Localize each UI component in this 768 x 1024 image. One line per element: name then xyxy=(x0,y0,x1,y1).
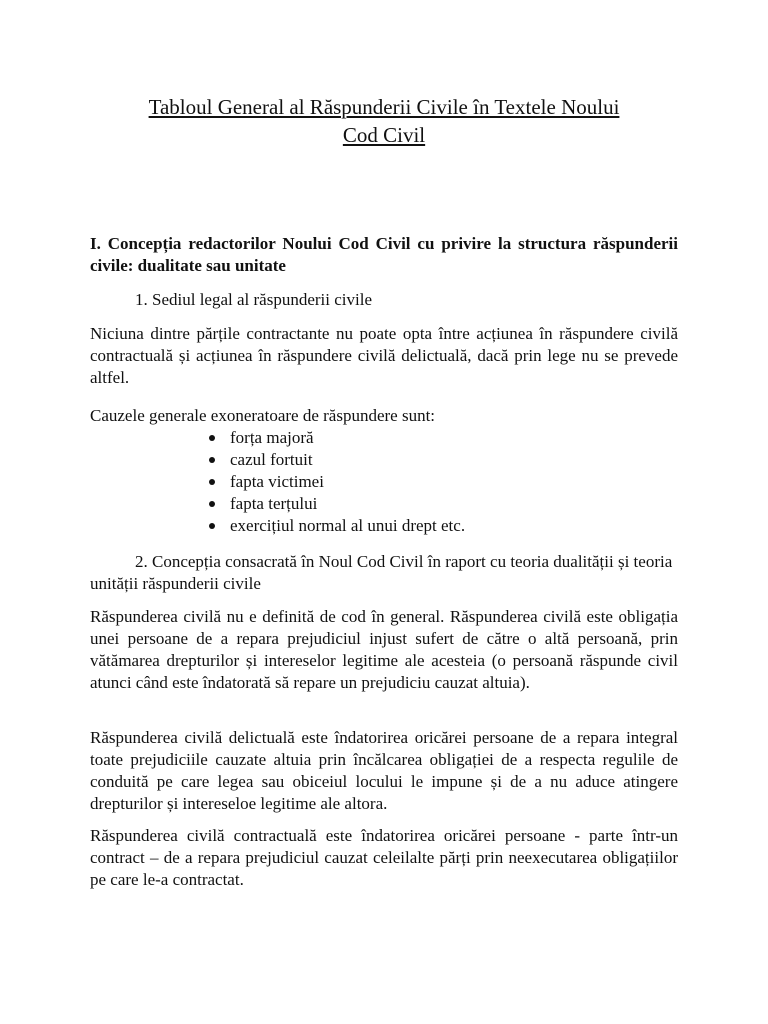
list-item xyxy=(205,471,465,493)
bullet-icon xyxy=(209,457,215,463)
document-title xyxy=(90,93,678,149)
list-item-text: fapta terțului xyxy=(230,494,318,513)
paragraph-1: Niciuna dintre părțile contractante nu poate opta între acțiunea în răspundere civilă contractuală și acțiunea în răspundere civilă delictuală, dacă prin lege nu se prevede altfel. xyxy=(90,324,678,387)
paragraph-4: Răspunderea civilă delictuală este îndatorirea oricărei persoane de a repara integral toate prejudiciile cauzate altuia prin încălcarea obligației de a respecta regulile de conduită pe care legea sau obiceiul locului le impune și de a nu aduce atingere drepturilor și intereseloe legitime ale altora. xyxy=(90,728,678,813)
list-item-text: fapta victimei xyxy=(230,472,324,491)
list-item xyxy=(205,449,465,471)
title-line-2: Cod Civil xyxy=(342,123,426,147)
bullet-icon xyxy=(209,523,215,529)
paragraph-2: Cauzele generale exoneratoare de răspundere sunt: xyxy=(90,406,436,425)
list-item xyxy=(205,427,465,449)
list-item-text: cazul fortuit xyxy=(230,450,313,469)
bullet-icon xyxy=(209,479,215,485)
title-line-1: Tabloul General al Răspunderii Civile în Textele Noului xyxy=(148,95,620,119)
list-item-text: exercițiul normal al unui drept etc. xyxy=(230,516,466,535)
subsection-1-heading: 1. Sediul legal al răspunderii civile xyxy=(135,290,372,309)
subsection-2-heading: 2. Concepția consacrată în Noul Cod Civil în raport cu teoria dualității și teoria unității răspunderii civile xyxy=(90,552,673,593)
list-item-text: forța majoră xyxy=(230,428,314,447)
paragraph-3: Răspunderea civilă nu e definită de cod în general. Răspunderea civilă este obligația unei persoane de a repara prejudiciul injust sufert de către o altă persoană, prin vătămarea drepturilor și intereselor legitime ale acesteia (o persoană răspunde civil atunci când este îndatorată să repare un prejudiciu cauzat altuia). xyxy=(90,607,678,692)
list-item xyxy=(205,493,465,515)
bullet-icon xyxy=(209,435,215,441)
exoneration-causes-list xyxy=(205,427,465,537)
paragraph-5: Răspunderea civilă contractuală este îndatorirea oricărei persoane - parte într-un contract – de a repara prejudiciul cauzat celeilalte părți prin neexecutarea obligațiilor pe care le-a contractat. xyxy=(90,826,678,889)
section-heading: I. Concepția redactorilor Noului Cod Civil cu privire la structura răspunderii civile: dualitate sau unitate xyxy=(90,234,678,275)
list-item xyxy=(205,515,465,537)
bullet-icon xyxy=(209,501,215,507)
